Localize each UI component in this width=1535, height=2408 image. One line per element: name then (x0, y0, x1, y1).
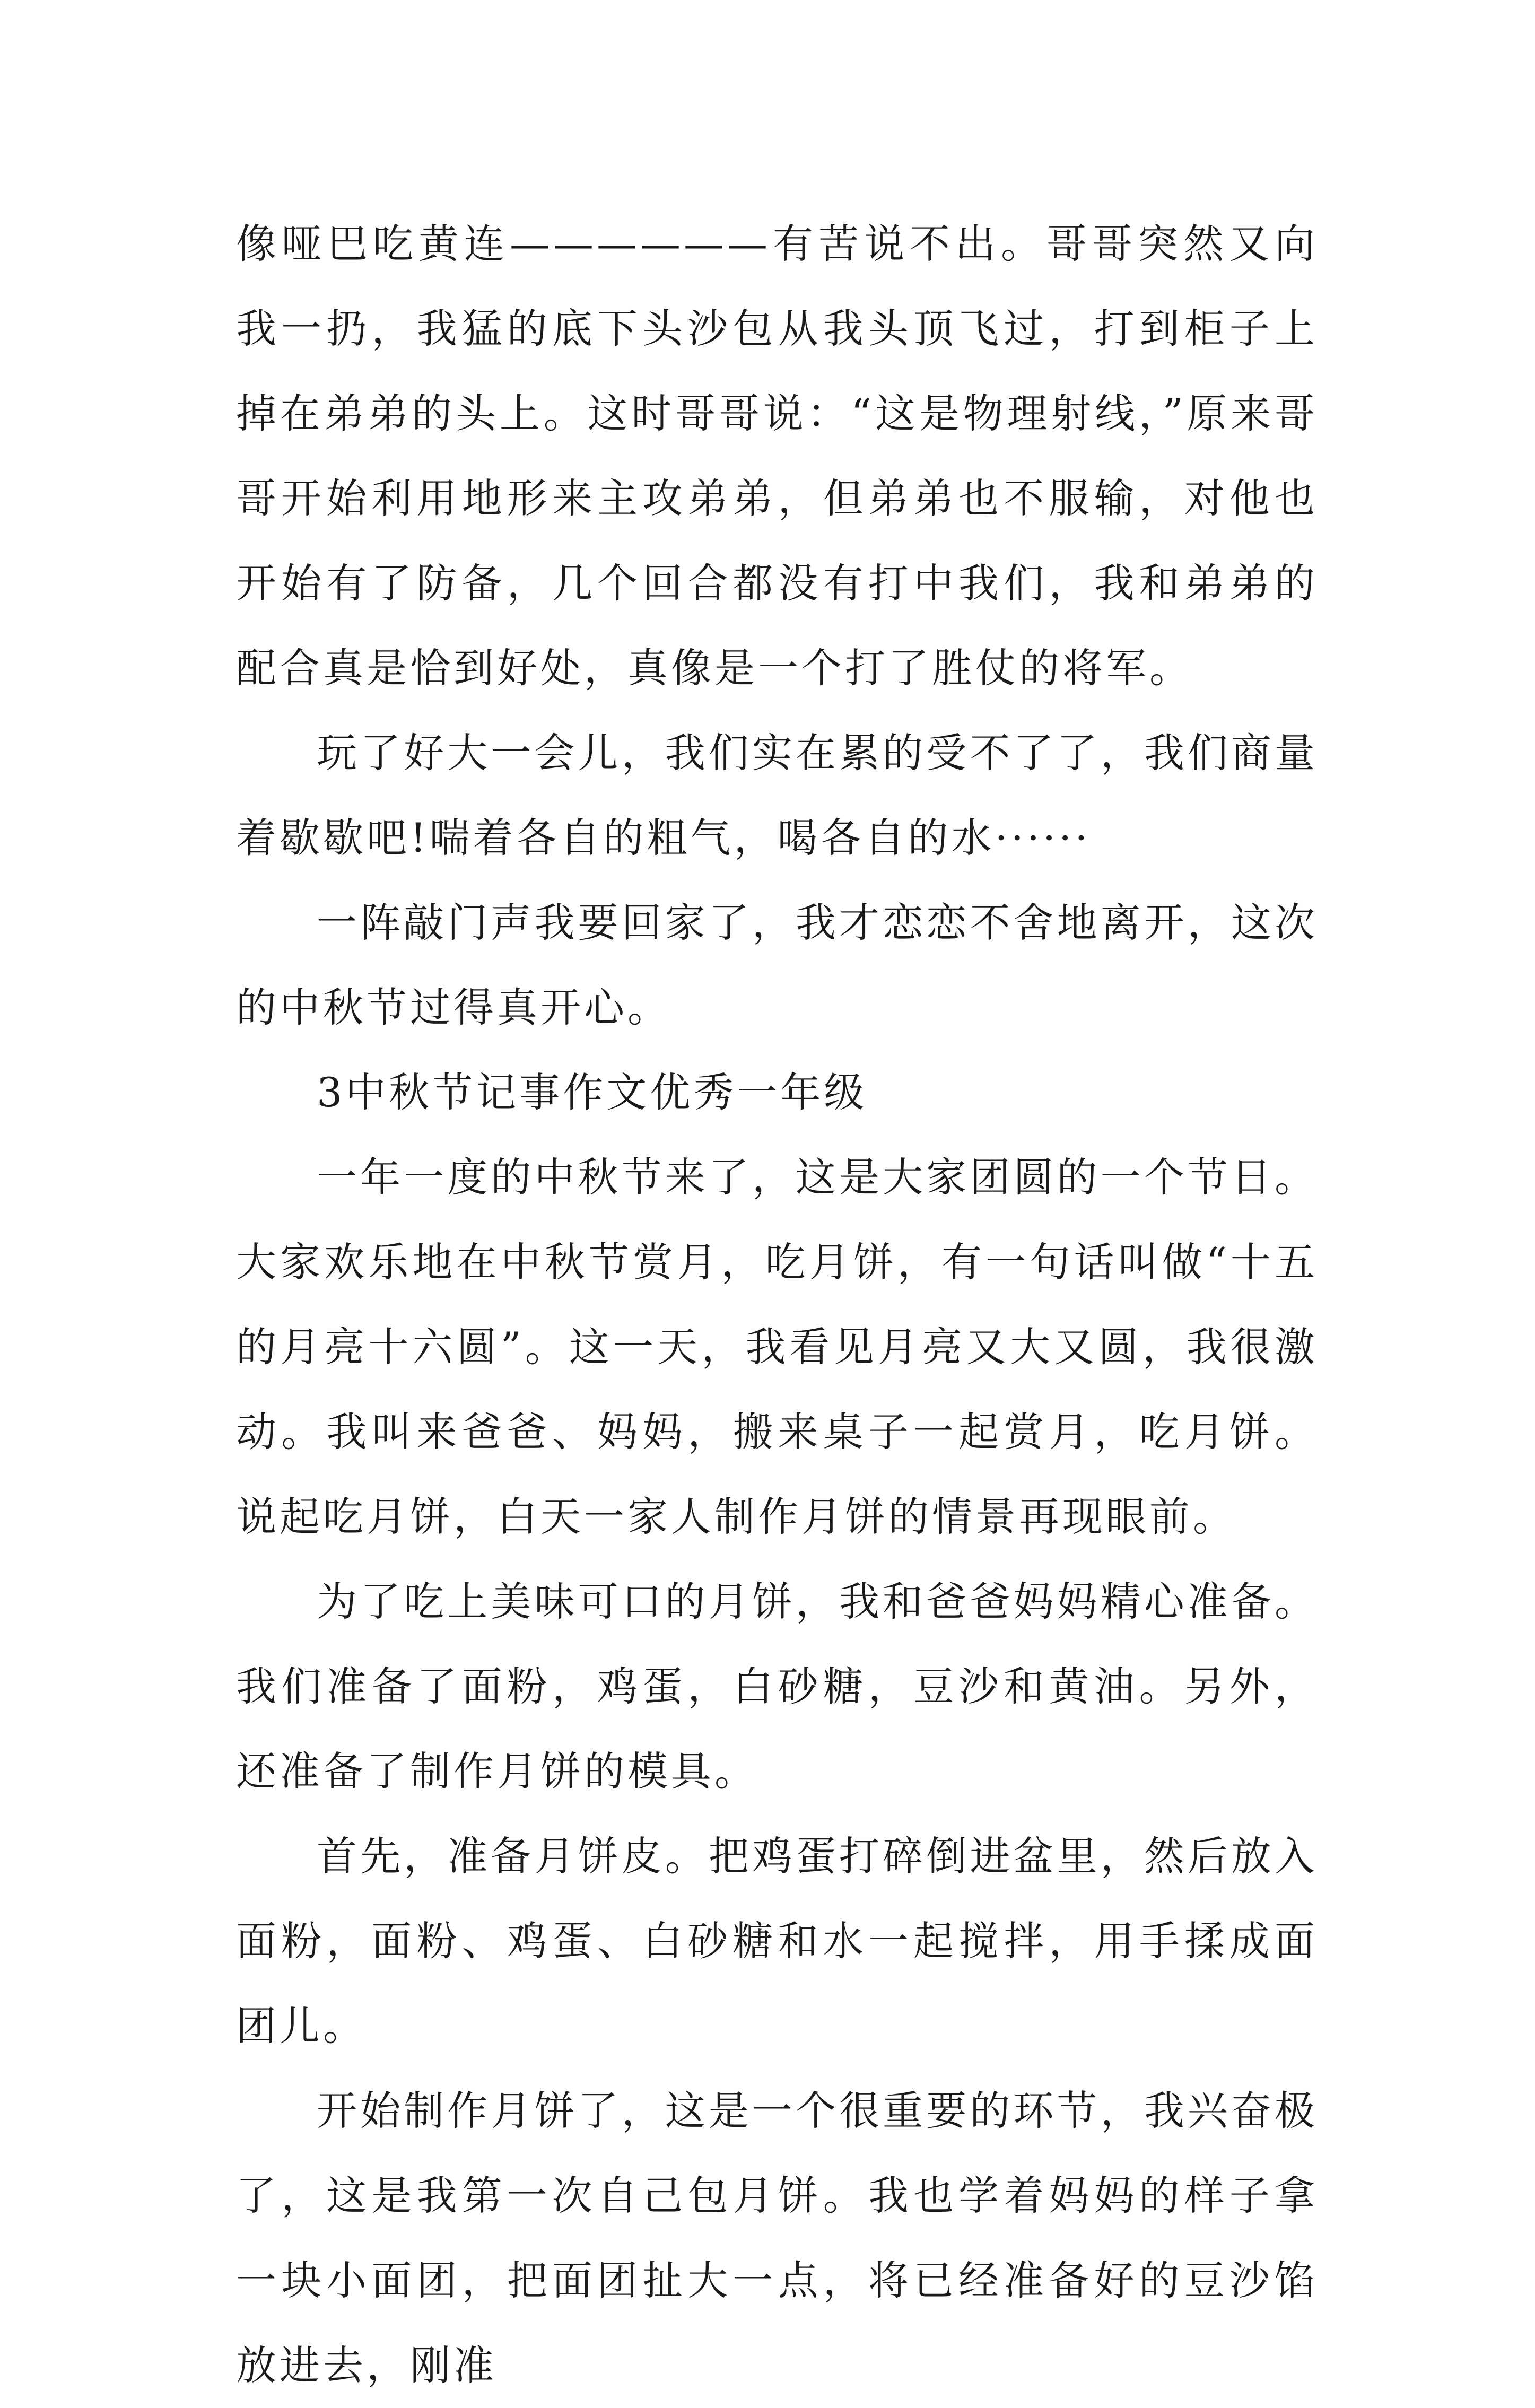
document-body (236, 202, 1318, 2408)
paragraph-1: 像哑巴吃黄连——————有苦说不出。哥哥突然又向我一扔，我猛的底下头沙包从我头顶飞过，打到柜子上掉在弟弟的头上。这时哥哥说：“这是物理射线，”原来哥哥开始利用地形来主攻弟弟，但弟弟也不服输，对他也开始有了防备，几个回合都没有打中我们，我和弟弟的配合真是恰到好处，真像是一个打了胜仗的将军。 (236, 220, 1318, 692)
section-heading: 3中秋节记事作文优秀一年级 (317, 1069, 868, 1116)
paragraph-6: 为了吃上美味可口的月饼，我和爸爸妈妈精心准备。我们准备了面粉，鸡蛋，白砂糖，豆沙和黄油。另外，还准备了制作月饼的模具。 (236, 1578, 1318, 1795)
paragraph-8: 开始制作月饼了，这是一个很重要的环节，我兴奋极了，这是我第一次自己包月饼。我也学着妈妈的样子拿一块小面团，把面团扯大一点，将已经准备好的豆沙馅放进去，刚准 (236, 2087, 1318, 2389)
paragraph-7: 首先，准备月饼皮。把鸡蛋打碎倒进盆里，然后放入面粉，面粉、鸡蛋、白砂糖和水一起搅拌，用手揉成面团儿。 (236, 1833, 1318, 2049)
paragraph-3: 一阵敲门声我要回家了，我才恋恋不舍地离开，这次的中秋节过得真开心。 (236, 899, 1318, 1031)
paragraph-5: 一年一度的中秋节来了，这是大家团圆的一个节日。大家欢乐地在中秋节赏月，吃月饼，有一句话叫做“十五的月亮十六圆”。这一天，我看见月亮又大又圆，我很激动。我叫来爸爸、妈妈，搬来桌子一起赏月，吃月饼。说起吃月饼，白天一家人制作月饼的情景再现眼前。 (236, 1154, 1318, 1540)
paragraph-2: 玩了好大一会儿，我们实在累的受不了了，我们商量着歇歇吧!喘着各自的粗气，喝各自的水······ (236, 729, 1318, 861)
